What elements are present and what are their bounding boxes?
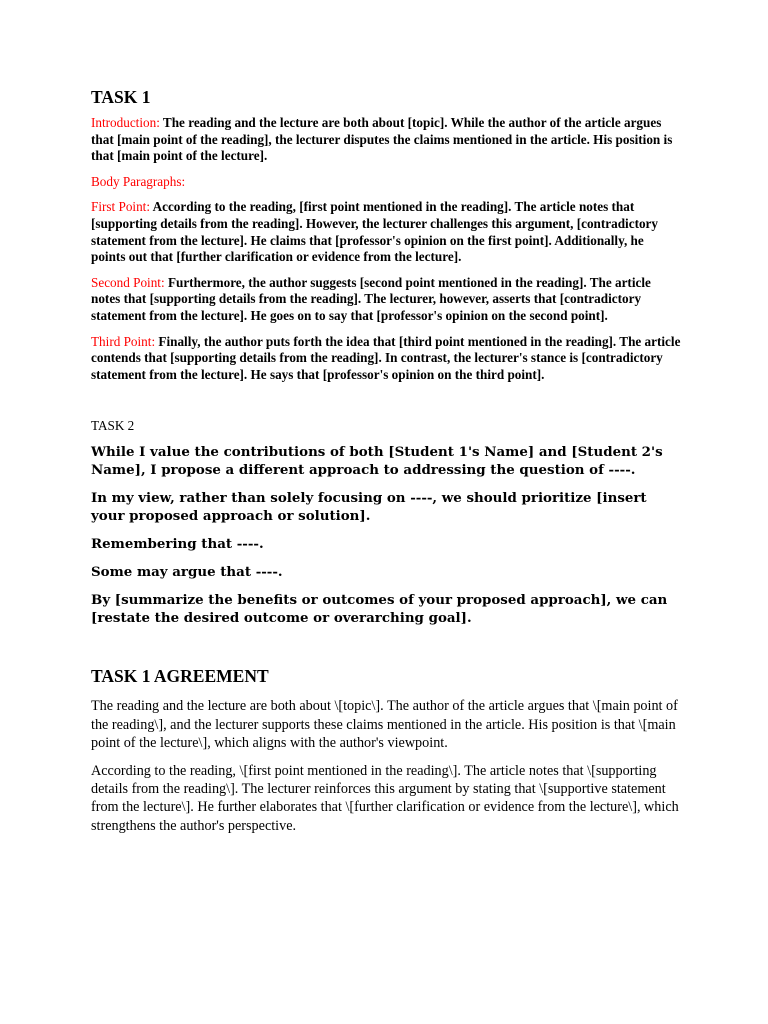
introduction-label: Introduction: <box>91 115 160 130</box>
task2-section <box>91 417 681 627</box>
third-point-text: Finally, the author puts forth the idea that [third point mentioned in the reading]. The article contends that [supporting details from the reading]. In contrast, the lecturer's stance is [contradictory statement from the lecture]. He says that [professor's opinion on the third point]. <box>91 333 681 382</box>
third-point-paragraph <box>91 334 681 384</box>
task1-agreement-section <box>91 665 681 834</box>
body-paragraphs-label: Body Paragraphs: <box>91 173 186 189</box>
first-point-label: First Point: <box>91 199 150 215</box>
document-body <box>91 86 681 845</box>
first-point-text: According to the reading, [first point mentioned in the reading]. The article notes that [supporting details from the reading]. However, the lecturer challenges this argument, [contradictory statement from the lecture]. He claims that [professor's opinion on the first point]. Additionally, he points out that [further clarification or evidence from the lecture]. <box>91 199 658 265</box>
second-point-paragraph <box>91 275 681 325</box>
second-point-label: Second Point: <box>91 274 165 290</box>
task2-paragraph: Some may argue that ----. <box>91 564 283 581</box>
body-paragraphs-label-line <box>91 174 681 191</box>
task2-paragraph: While I value the contributions of both [Student 1's Name] and [Student 2's Name], I propose a different approach to addressing the question of ----. <box>91 444 663 479</box>
task2-paragraph: In my view, rather than solely focusing on ----, we should prioritize [insert your proposed approach or solution]. <box>91 490 647 525</box>
task2-heading: TASK 2 <box>91 418 135 434</box>
introduction-paragraph <box>91 115 681 165</box>
task1-heading: TASK 1 <box>91 87 151 107</box>
agreement-paragraph: The reading and the lecture are both about \[topic\]. The author of the article argues that \[main point of the reading\], and the lecturer supports these claims mentioned in the article. His position is that \[main point of the lecture\], which aligns with the author's viewpoint. <box>91 698 678 751</box>
task1-agreement-heading: TASK 1 AGREEMENT <box>91 666 269 687</box>
second-point-text: Furthermore, the author suggests [second point mentioned in the reading]. The article notes that [supporting details from the reading]. The lecturer, however, asserts that [contradictory statement from the lecture]. He goes on to say that [professor's opinion on the second point]. <box>91 274 651 323</box>
first-point-paragraph <box>91 199 681 265</box>
introduction-text: The reading and the lecture are both about [topic]. While the author of the article argues that [main point of the reading], the lecturer disputes the claims mentioned in the article. His position is that [main point of the lecture]. <box>91 115 673 164</box>
task1-section <box>91 86 681 383</box>
agreement-paragraph: According to the reading, \[first point mentioned in the reading\]. The article notes that \[supporting details from the reading\]. The lecturer reinforces this argument by stating that \[supportive statement from the lecture\]. He further elaborates that \[further clarification or evidence from the lecture\], which strengthens the author's perspective. <box>91 762 679 834</box>
task2-paragraph: Remembering that ----. <box>91 536 264 553</box>
task2-paragraph: By [summarize the benefits or outcomes of your proposed approach], we can [restate the desired outcome or overarching goal]. <box>91 592 668 627</box>
third-point-label: Third Point: <box>91 333 156 349</box>
